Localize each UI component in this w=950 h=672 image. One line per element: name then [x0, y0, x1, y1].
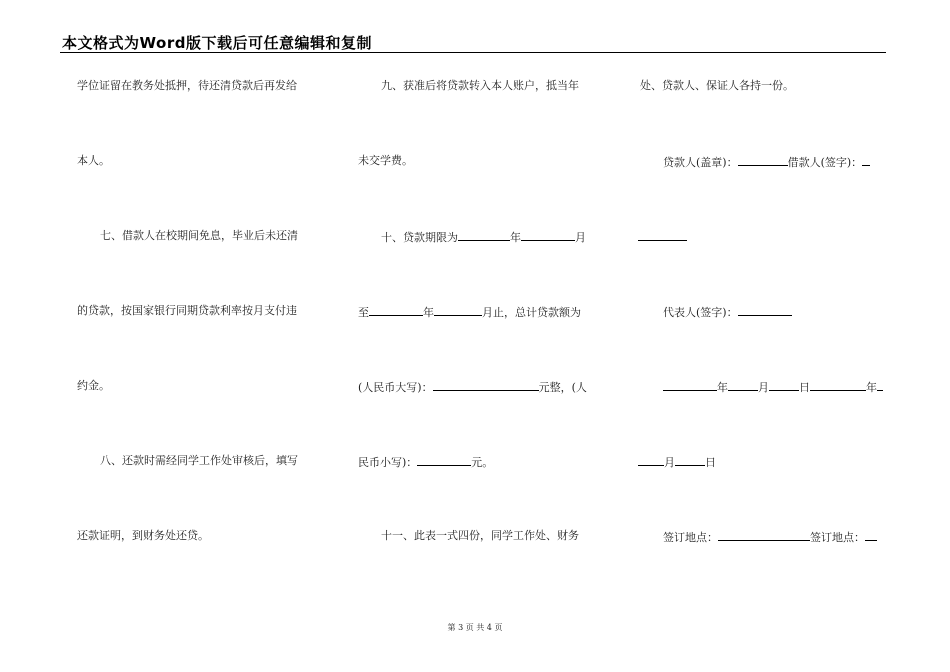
amount-uppercase-label: (人民币大写)： [358, 381, 433, 394]
col1-line-1: 学位证留在教务处抵押，待还清贷款后再发给 [77, 79, 297, 92]
amount-lowercase-suffix: 元。 [471, 456, 494, 469]
lender-seal-label: 贷款人(盖章)： [663, 156, 738, 169]
total-amount-label: 月止，总计贷款额为 [482, 306, 581, 319]
col3-line-5 [663, 379, 883, 395]
month-label: 月 [758, 381, 769, 394]
col1-line-5: 约金。 [77, 379, 110, 392]
month-label: 月 [575, 231, 586, 244]
col1-line-2: 本人。 [77, 154, 110, 167]
lender-seal-blank [738, 154, 788, 166]
amount-uppercase-blank [433, 379, 539, 391]
loan-term-start-year-blank [458, 229, 510, 241]
second-date-month-blank [638, 454, 664, 466]
col1-line-3: 七、借款人在校期间免息，毕业后未还清 [100, 229, 298, 242]
col3-line-1: 处、贷款人、保证人各持一份。 [640, 79, 794, 92]
sign-date-month-blank [728, 379, 758, 391]
borrower-signature-blank-continued [638, 229, 687, 241]
col2-line-3 [381, 229, 586, 245]
signing-place-label-second: 签订地点： [810, 531, 865, 544]
loan-term-end-year-blank [369, 304, 423, 316]
second-date-day-blank [675, 454, 705, 466]
col3-line-2 [663, 154, 870, 170]
sign-date-year-blank [663, 379, 717, 391]
borrower-signature-blank [862, 154, 870, 166]
year-label: 年 [866, 381, 877, 394]
day-label: 日 [705, 456, 716, 469]
col1-line-4: 的贷款，按国家银行同期贷款利率按月支付违 [77, 304, 297, 317]
col2-line-5 [358, 379, 587, 395]
to-label: 至 [358, 306, 369, 319]
col3-line-6 [638, 454, 716, 470]
sign-date-day-blank [769, 379, 799, 391]
signing-place-blank [718, 529, 810, 541]
document-header-title: 本文格式为Word版下载后可任意编辑和复制 [62, 34, 372, 52]
col2-line-7: 十一、此表一式四份，同学工作处、财务 [381, 529, 579, 542]
second-date-year-blank [810, 379, 866, 391]
col2-line-1: 九、获准后将贷款转入本人账户，抵当年 [381, 79, 579, 92]
loan-term-start-month-blank [521, 229, 575, 241]
col2-line-6 [358, 454, 493, 470]
second-date-trailing-blank [877, 379, 883, 391]
col3-line-4 [663, 304, 792, 320]
signing-place-blank-second [865, 529, 877, 541]
col1-line-6: 八、还款时需经同学工作处审核后，填写 [100, 454, 298, 467]
col2-line-4 [358, 304, 581, 320]
year-label: 年 [717, 381, 728, 394]
loan-term-end-month-blank [434, 304, 482, 316]
col3-line-7 [663, 529, 877, 545]
representative-signature-label: 代表人(签字)： [663, 306, 738, 319]
loan-term-label: 十、贷款期限为 [381, 231, 458, 244]
header-divider [60, 52, 886, 53]
page-number-footer: 第 3 页 共 4 页 [447, 623, 503, 632]
month-label: 月 [664, 456, 675, 469]
year-label: 年 [510, 231, 521, 244]
col2-line-2: 未交学费。 [358, 154, 413, 167]
col1-line-7: 还款证明，到财务处还贷。 [77, 529, 209, 542]
amount-uppercase-suffix: 元整，(人 [538, 381, 587, 394]
signing-place-label: 签订地点： [663, 531, 718, 544]
amount-lowercase-blank [417, 454, 471, 466]
amount-lowercase-label: 民币小写)： [358, 456, 418, 469]
borrower-signature-label: 借款人(签字)： [787, 156, 863, 169]
day-label: 日 [799, 381, 810, 394]
col3-line-3 [638, 229, 687, 245]
year-label: 年 [423, 306, 434, 319]
representative-signature-blank [738, 304, 792, 316]
